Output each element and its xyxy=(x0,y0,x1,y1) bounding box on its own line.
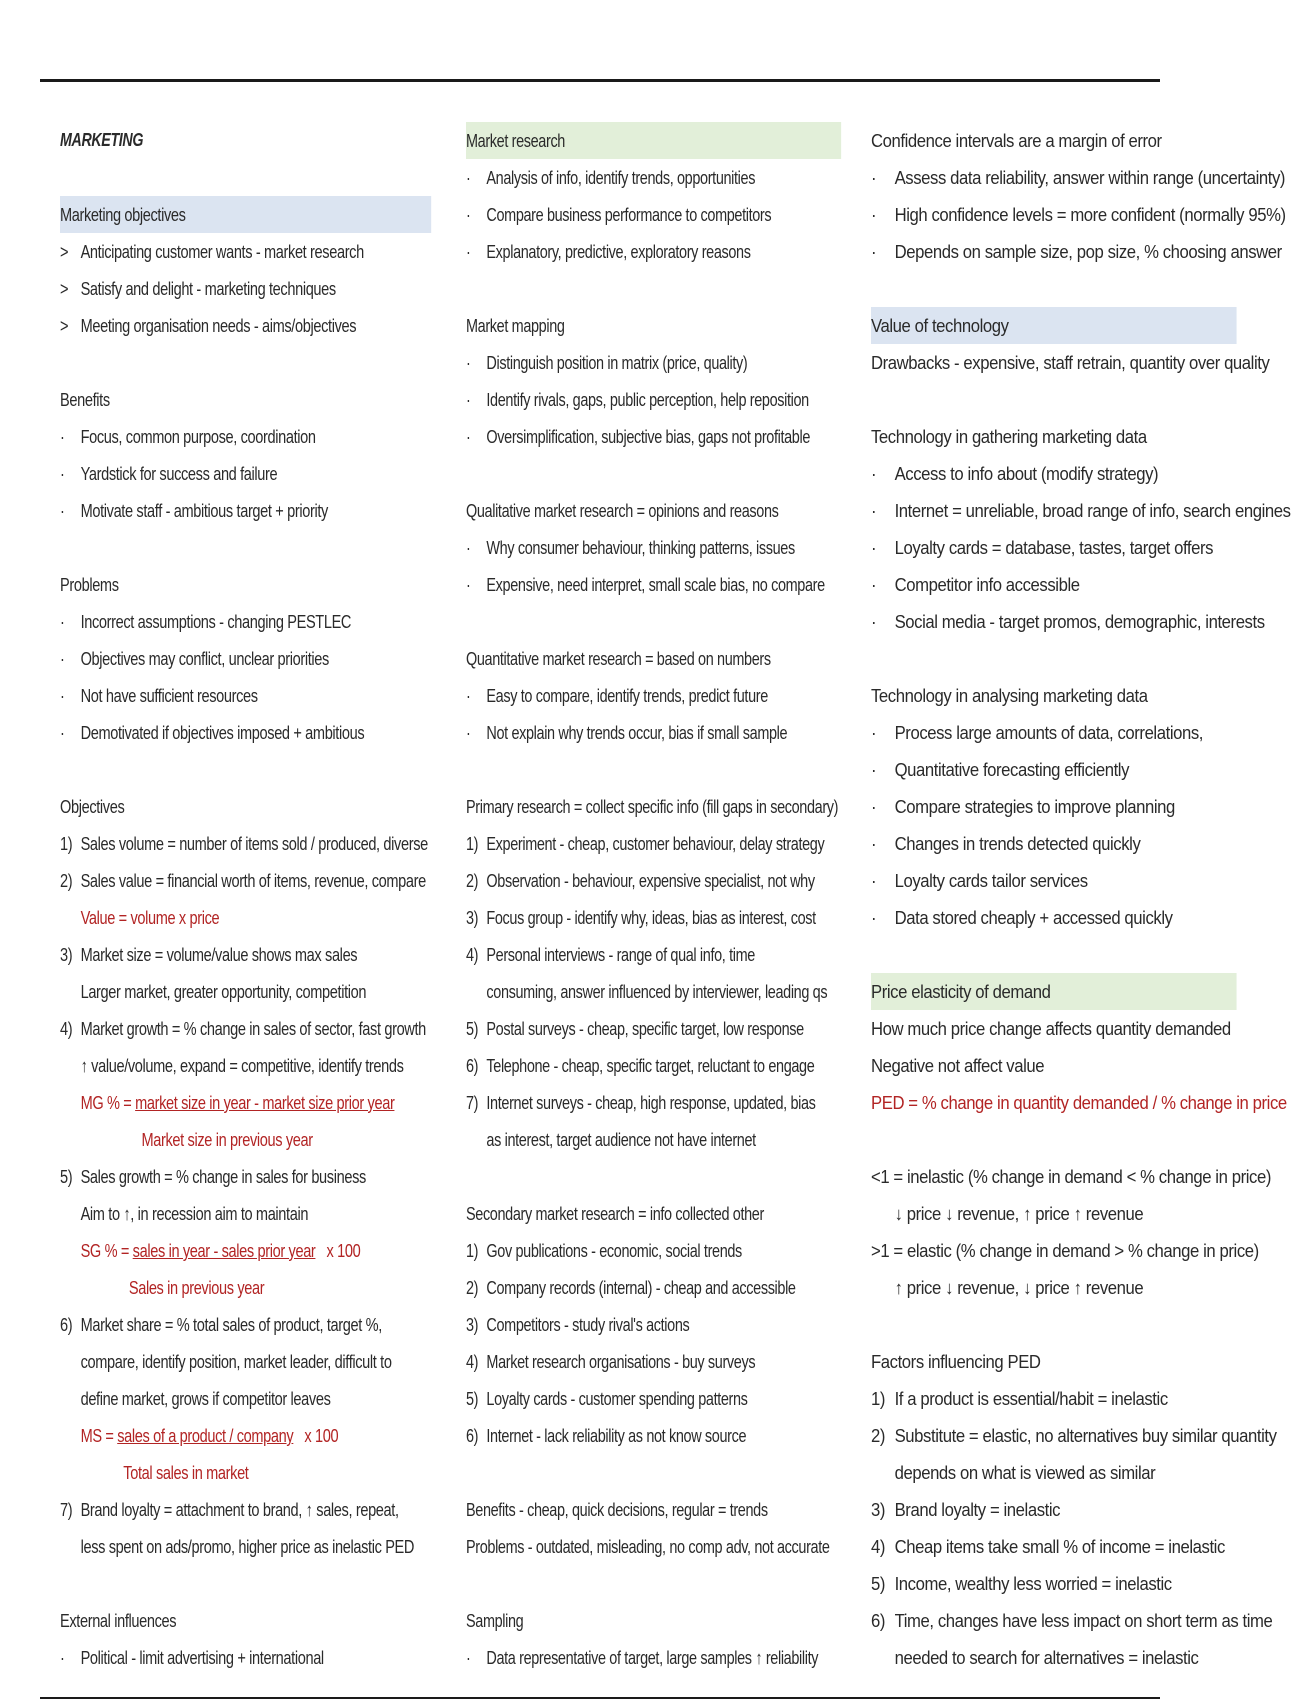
list-item: 3) Focus group - identify why, ideas, bias as interest, cost xyxy=(466,907,816,928)
heading-market-mapping: Market mapping xyxy=(466,315,565,336)
list-item: · Quantitative forecasting efficiently xyxy=(871,751,1200,788)
list-item: 1) Experiment - cheap, customer behaviour, delay strategy xyxy=(466,833,825,854)
spacer xyxy=(466,1565,838,1602)
list-item: 5) Sales growth = % change in sales for business xyxy=(60,1166,366,1187)
inelastic-sub: ↓ price ↓ revenue, ↑ price ↑ revenue xyxy=(894,1203,1144,1224)
dot-bullet-icon: · xyxy=(871,241,877,262)
spacer xyxy=(871,381,1200,418)
heading-sampling: Sampling xyxy=(466,1610,524,1631)
list-item-continued: depends on what is viewed as similar xyxy=(894,1462,1156,1483)
list-item: 5) Income, wealthy less worried = inelastic xyxy=(871,1573,1172,1594)
column-technology-ped xyxy=(871,122,1291,1697)
secondary-benefits: Benefits - cheap, quick decisions, regular = trends xyxy=(466,1499,768,1520)
spacer xyxy=(871,1306,1200,1343)
list-item: · Incorrect assumptions - changing PESTLEC xyxy=(60,603,428,640)
list-item: · Compare strategies to improve planning xyxy=(871,788,1200,825)
list-item: 6) Time, changes have less impact on short term as time xyxy=(871,1610,1273,1631)
list-item-continued: Aim to ↑, in recession aim to maintain xyxy=(80,1203,309,1224)
dot-bullet-icon: · xyxy=(60,1647,65,1668)
spacer xyxy=(60,1565,428,1602)
list-item: · Focus, common purpose, coordination xyxy=(60,418,428,455)
spacer xyxy=(871,640,1200,677)
list-item: 5) Loyalty cards - customer spending patterns xyxy=(466,1388,748,1409)
list-item: · Not explain why trends occur, bias if small sample xyxy=(466,714,838,751)
dot-bullet-icon: · xyxy=(60,500,65,521)
list-item: 4) Market growth = % change in sales of sector, fast growth xyxy=(60,1018,426,1039)
list-item: · Process large amounts of data, correlations, xyxy=(871,714,1200,751)
spacer xyxy=(60,159,428,196)
dot-bullet-icon: · xyxy=(466,722,471,743)
dot-bullet-icon: · xyxy=(871,722,877,743)
list-item: 6) Market share = % total sales of product, target %, xyxy=(60,1314,382,1335)
heading-technology-gathering: Technology in gathering marketing data xyxy=(871,426,1147,447)
dot-bullet-icon: · xyxy=(466,352,471,373)
list-item: · Explanatory, predictive, exploratory reasons xyxy=(466,233,838,270)
list-item: · Demotivated if objectives imposed + ambitious xyxy=(60,714,428,751)
formula-market-share-denominator: Total sales in market xyxy=(123,1462,249,1483)
elastic-sub: ↑ price ↓ revenue, ↓ price ↑ revenue xyxy=(894,1277,1144,1298)
dot-bullet-icon: · xyxy=(60,648,65,669)
list-item: · Compare business performance to competitors xyxy=(466,196,838,233)
heading-primary-research: Primary research = collect specific info (fill gaps in secondary) xyxy=(466,796,839,817)
ped-description: How much price change affects quantity demanded xyxy=(871,1018,1231,1039)
list-item: · Motivate staff - ambitious target + priority xyxy=(60,492,428,529)
list-item: > Anticipating customer wants - market research xyxy=(60,233,428,270)
list-item: · Competitor info accessible xyxy=(871,566,1200,603)
list-item: 3) Market size = volume/value shows max sales xyxy=(60,944,358,965)
arrow-bullet-icon: > xyxy=(60,278,69,299)
spacer xyxy=(466,603,838,640)
heading-price-elasticity: Price elasticity of demand xyxy=(871,973,1236,1010)
list-item: 2) Substitute = elastic, no alternatives buy similar quantity xyxy=(871,1425,1277,1446)
dot-bullet-icon: · xyxy=(60,463,65,484)
spacer xyxy=(466,751,838,788)
spacer xyxy=(871,270,1200,307)
list-item-continued: less spent on ads/promo, higher price as inelastic PED xyxy=(80,1536,415,1557)
dot-bullet-icon: · xyxy=(60,426,65,447)
heading-market-research: Market research xyxy=(466,122,841,159)
heading-objectives: Objectives xyxy=(60,796,125,817)
dot-bullet-icon: · xyxy=(871,204,877,225)
secondary-problems: Problems - outdated, misleading, no comp adv, not accurate xyxy=(466,1536,830,1557)
list-item: 4) Market research organisations - buy surveys xyxy=(466,1351,756,1372)
heading-factors-ped: Factors influencing PED xyxy=(871,1351,1041,1372)
list-item: 1) If a product is essential/habit = inelastic xyxy=(871,1388,1168,1409)
dot-bullet-icon: · xyxy=(60,722,65,743)
list-item: · High confidence levels = more confident (normally 95%) xyxy=(871,196,1200,233)
heading-quantitative: Quantitative market research = based on numbers xyxy=(466,648,771,669)
dot-bullet-icon: · xyxy=(466,537,471,558)
list-item: > Satisfy and delight - marketing techniques xyxy=(60,270,428,307)
list-item: 7) Brand loyalty = attachment to brand, ↑ sales, repeat, xyxy=(60,1499,399,1520)
elastic-line: >1 = elastic (% change in demand > % change in price) xyxy=(871,1240,1259,1261)
list-item: 4) Personal interviews - range of qual info, time xyxy=(466,944,755,965)
list-item: · Depends on sample size, pop size, % choosing answer xyxy=(871,233,1200,270)
spacer xyxy=(466,455,838,492)
dot-bullet-icon: · xyxy=(466,204,471,225)
dot-bullet-icon: · xyxy=(466,241,471,262)
list-item: 5) Postal surveys - cheap, specific target, low response xyxy=(466,1018,804,1039)
spacer xyxy=(60,529,428,566)
spacer xyxy=(60,344,428,381)
heading-qualitative: Qualitative market research = opinions and reasons xyxy=(466,500,779,521)
column-marketing xyxy=(60,122,428,1697)
list-item: 7) Internet surveys - cheap, high response, updated, bias xyxy=(466,1092,816,1113)
formula-market-growth: MG % = market size in year - market size prior year xyxy=(80,1092,395,1113)
dot-bullet-icon: · xyxy=(871,167,877,188)
list-item: · Data stored cheaply + accessed quickly xyxy=(871,899,1200,936)
dot-bullet-icon: · xyxy=(871,870,877,891)
list-item: 4) Cheap items take small % of income = inelastic xyxy=(871,1536,1225,1557)
list-item: · Changes in trends detected quickly xyxy=(871,825,1200,862)
dot-bullet-icon: · xyxy=(871,500,877,521)
list-item: · Why consumer behaviour, thinking patterns, issues xyxy=(466,529,838,566)
arrow-bullet-icon: > xyxy=(60,315,69,336)
list-item-continued: consuming, answer influenced by interviewer, leading qs xyxy=(486,981,828,1002)
list-item: 2) Company records (internal) - cheap and accessible xyxy=(466,1277,796,1298)
heading-problems: Problems xyxy=(60,574,119,595)
heading-benefits: Benefits xyxy=(60,389,110,410)
dot-bullet-icon: · xyxy=(466,1647,471,1668)
spacer xyxy=(60,751,428,788)
list-item: 2) Sales value = financial worth of items, revenue, compare xyxy=(60,870,426,891)
list-item: · Political - limit advertising + international xyxy=(60,1639,428,1676)
list-item: 1) Gov publications - economic, social trends xyxy=(466,1240,742,1261)
dot-bullet-icon: · xyxy=(871,833,877,854)
bottom-rule xyxy=(40,1697,1160,1699)
column-market-research xyxy=(466,122,838,1697)
list-item: 3) Brand loyalty = inelastic xyxy=(871,1499,1061,1520)
dot-bullet-icon: · xyxy=(871,574,877,595)
heading-confidence-intervals: Confidence intervals are a margin of error xyxy=(871,130,1162,151)
dot-bullet-icon: · xyxy=(466,685,471,706)
list-item-continued: as interest, target audience not have internet xyxy=(486,1129,756,1150)
list-item-continued: define market, grows if competitor leaves xyxy=(80,1388,331,1409)
dot-bullet-icon: · xyxy=(871,537,877,558)
spacer xyxy=(466,1454,838,1491)
dot-bullet-icon: · xyxy=(466,426,471,447)
list-item: · Loyalty cards tailor services xyxy=(871,862,1200,899)
list-item: · Assess data reliability, answer within range (uncertainty) xyxy=(871,159,1200,196)
list-item: · Access to info about (modify strategy) xyxy=(871,455,1200,492)
list-item: · Analysis of info, identify trends, opportunities xyxy=(466,159,838,196)
spacer xyxy=(466,270,838,307)
list-item-continued: Larger market, greater opportunity, competition xyxy=(80,981,367,1002)
arrow-bullet-icon: > xyxy=(60,241,69,262)
formula-ped: PED = % change in quantity demanded / % change in price xyxy=(871,1092,1287,1113)
list-item-continued: compare, identify position, market leader, difficult to xyxy=(80,1351,392,1372)
dot-bullet-icon: · xyxy=(60,611,65,632)
list-item: · Loyalty cards = database, tastes, target offers xyxy=(871,529,1200,566)
formula-market-share: MS = sales of a product / company x 100 xyxy=(80,1425,339,1446)
heading-technology-analysing: Technology in analysing marketing data xyxy=(871,685,1148,706)
list-item: · Expensive, need interpret, small scale bias, no compare xyxy=(466,566,838,603)
drawbacks-line: Drawbacks - expensive, staff retrain, quantity over quality xyxy=(871,352,1270,373)
heading-marketing-objectives: Marketing objectives xyxy=(60,196,431,233)
heading-value-of-technology: Value of technology xyxy=(871,307,1236,344)
list-item: · Oversimplification, subjective bias, gaps not profitable xyxy=(466,418,838,455)
heading-secondary-research: Secondary market research = info collected other xyxy=(466,1203,764,1224)
spacer xyxy=(466,1158,838,1195)
dot-bullet-icon: · xyxy=(466,167,471,188)
list-item: · Objectives may conflict, unclear priorities xyxy=(60,640,428,677)
list-item: 3) Competitors - study rival's actions xyxy=(466,1314,690,1335)
formula-value: Value = volume x price xyxy=(80,907,220,928)
top-rule xyxy=(40,79,1160,82)
dot-bullet-icon: · xyxy=(466,389,471,410)
spacer xyxy=(871,936,1200,973)
list-item: · Data representative of target, large samples ↑ reliability xyxy=(466,1639,838,1676)
heading-external-influences: External influences xyxy=(60,1610,177,1631)
list-item: · Not have sufficient resources xyxy=(60,677,428,714)
list-item: · Distinguish position in matrix (price, quality) xyxy=(466,344,838,381)
dot-bullet-icon: · xyxy=(871,796,877,817)
list-item: 1) Sales volume = number of items sold / produced, diverse xyxy=(60,833,428,854)
dot-bullet-icon: · xyxy=(871,759,877,780)
list-item: 6) Internet - lack reliability as not know source xyxy=(466,1425,747,1446)
dot-bullet-icon: · xyxy=(871,907,877,928)
inelastic-line: <1 = inelastic (% change in demand < % change in price) xyxy=(871,1166,1271,1187)
dot-bullet-icon: · xyxy=(871,611,877,632)
list-item: 6) Telephone - cheap, specific target, reluctant to engage xyxy=(466,1055,815,1076)
list-item: 2) Observation - behaviour, expensive specialist, not why xyxy=(466,870,815,891)
formula-market-growth-denominator: Market size in previous year xyxy=(141,1129,313,1150)
list-item: · Internet = unreliable, broad range of info, search engines xyxy=(871,492,1200,529)
list-item-continued: ↑ value/volume, expand = competitive, identify trends xyxy=(80,1055,404,1076)
list-item: > Meeting organisation needs - aims/objectives xyxy=(60,307,428,344)
list-item: · Identify rivals, gaps, public perception, help reposition xyxy=(466,381,838,418)
dot-bullet-icon: · xyxy=(466,574,471,595)
formula-sales-growth: SG % = sales in year - sales prior year x 100 xyxy=(80,1240,361,1261)
page-title: MARKETING xyxy=(60,130,144,150)
list-item-continued: needed to search for alternatives = inelastic xyxy=(894,1647,1199,1668)
ped-description: Negative not affect value xyxy=(871,1055,1045,1076)
dot-bullet-icon: · xyxy=(871,463,877,484)
spacer xyxy=(871,1121,1200,1158)
formula-sales-growth-denominator: Sales in previous year xyxy=(128,1277,265,1298)
list-item: · Easy to compare, identify trends, predict future xyxy=(466,677,838,714)
list-item: · Yardstick for success and failure xyxy=(60,455,428,492)
dot-bullet-icon: · xyxy=(60,685,65,706)
list-item: · Social media - target promos, demographic, interests xyxy=(871,603,1200,640)
